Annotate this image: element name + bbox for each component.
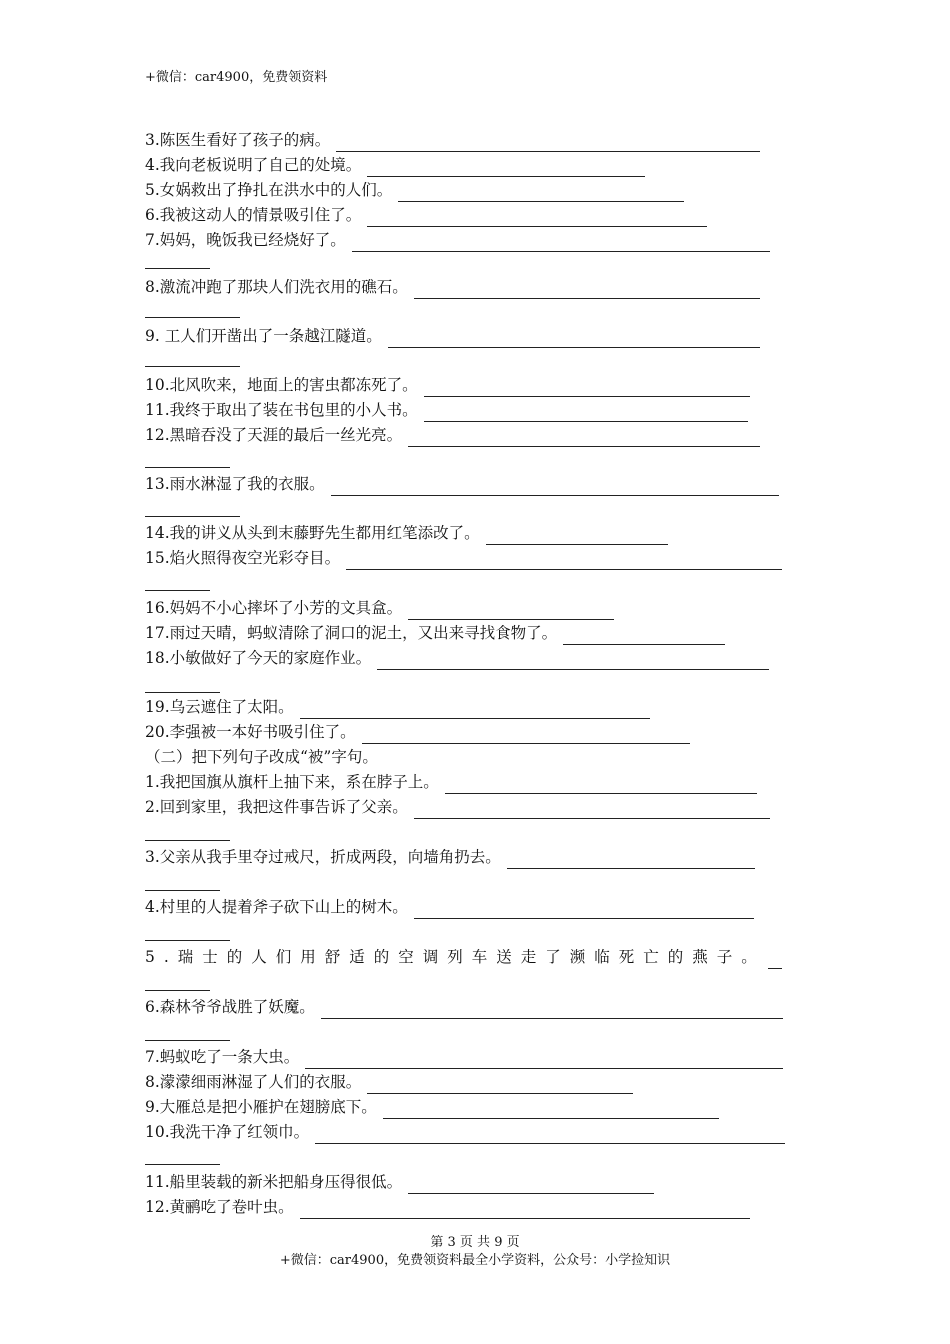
answer-blank[interactable] <box>331 476 779 496</box>
answer-blank-continued[interactable] <box>145 268 210 270</box>
answer-blank[interactable] <box>367 1074 633 1094</box>
answer-blank[interactable] <box>367 157 645 177</box>
exercise-line: 3.陈医生看好了孩子的病。 <box>145 128 807 152</box>
answer-blank[interactable] <box>367 207 707 227</box>
answer-blank[interactable] <box>414 279 760 299</box>
exercise-line: 9.大雁总是把小雁护在翅膀底下。 <box>145 1095 807 1119</box>
answer-blank-continued[interactable] <box>145 366 240 368</box>
answer-blank-continued[interactable] <box>145 1040 230 1042</box>
exercise-line: 9. 工人们开凿出了一条越江隧道。 <box>145 324 807 348</box>
exercise-line: 19.乌云遮住了太阳。 <box>145 695 807 719</box>
answer-blank[interactable] <box>445 774 757 794</box>
answer-blank-continued[interactable] <box>145 940 230 942</box>
exercise-line: 16.妈妈不小心摔坏了小芳的文具盒。 <box>145 596 807 620</box>
answer-blank-continued[interactable] <box>145 467 230 469</box>
exercise-line: 18.小敏做好了今天的家庭作业。 <box>145 646 807 670</box>
answer-blank-continued[interactable] <box>145 317 240 319</box>
exercise-line: 2.回到家里，我把这件事告诉了父亲。 <box>145 795 807 819</box>
exercise-line: 7.妈妈，晚饭我已经烧好了。 <box>145 228 807 252</box>
exercise-line: 10.北风吹来，地面上的害虫都冻死了。 <box>145 373 807 397</box>
exercise-line: 4.我向老板说明了自己的处境。 <box>145 153 807 177</box>
answer-blank[interactable] <box>408 427 760 447</box>
answer-blank[interactable] <box>315 1124 785 1144</box>
answer-blank[interactable] <box>300 699 650 719</box>
answer-blank-continued[interactable] <box>145 890 220 892</box>
exercise-line: 12.黑暗吞没了天涯的最后一丝光亮。 <box>145 423 807 447</box>
exercise-line: 10.我洗干净了红领巾。 <box>145 1120 807 1144</box>
exercise-line: 20.李强被一本好书吸引住了。 <box>145 720 807 744</box>
answer-blank-continued[interactable] <box>145 990 210 992</box>
exercise-line: 14.我的讲义从头到末藤野先生都用红笔添改了。 <box>145 521 807 545</box>
exercise-line: 17.雨过天晴，蚂蚁清除了洞口的泥土，又出来寻找食物了。 <box>145 621 807 645</box>
exercise-line: 11.我终于取出了装在书包里的小人书。 <box>145 398 807 422</box>
answer-blank[interactable] <box>383 1099 719 1119</box>
exercise-line: 6.森林爷爷战胜了妖魔。 <box>145 995 807 1019</box>
footer-note: +微信：car4900，免费领资料最全小学资料，公众号：小学捡知识 <box>279 1253 671 1268</box>
answer-blank[interactable] <box>300 1199 750 1219</box>
exercise-line: 15.焰火照得夜空光彩夺目。 <box>145 546 807 570</box>
answer-blank[interactable] <box>377 650 769 670</box>
exercise-line: 12.黄鹂吃了卷叶虫。 <box>145 1195 807 1219</box>
answer-blank[interactable] <box>486 525 668 545</box>
exercise-line: 6.我被这动人的情景吸引住了。 <box>145 203 807 227</box>
answer-blank[interactable] <box>408 1174 654 1194</box>
exercise-line: 8.激流冲跑了那块人们洗衣用的礁石。 <box>145 275 807 299</box>
answer-blank[interactable] <box>398 182 684 202</box>
exercise-line: 13.雨水淋湿了我的衣服。 <box>145 472 807 496</box>
exercise-line: 3.父亲从我手里夺过戒尺，折成两段，向墙角扔去。 <box>145 845 807 869</box>
page-number: 第 3 页 共 9 页 <box>430 1235 520 1250</box>
answer-blank[interactable] <box>336 132 760 152</box>
answer-blank-continued[interactable] <box>145 516 240 518</box>
answer-blank[interactable] <box>507 849 755 869</box>
answer-blank-continued[interactable] <box>145 590 210 592</box>
answer-blank[interactable] <box>408 600 614 620</box>
answer-blank[interactable] <box>414 899 754 919</box>
answer-blank[interactable] <box>305 1049 783 1069</box>
answer-blank[interactable] <box>321 999 783 1019</box>
answer-blank-continued[interactable] <box>145 692 220 694</box>
answer-blank[interactable] <box>362 724 690 744</box>
answer-blank[interactable] <box>424 402 748 422</box>
answer-blank[interactable] <box>768 949 782 969</box>
exercise-line: 5.女娲救出了挣扎在洪水中的人们。 <box>145 178 807 202</box>
answer-blank[interactable] <box>388 328 760 348</box>
answer-blank[interactable] <box>414 799 770 819</box>
exercise-line: 5.瑞士的人们用舒适的空调列车送走了濒临死亡的燕子。 <box>145 945 815 969</box>
header-note: +微信：car4900，免费领资料 <box>145 70 328 85</box>
answer-blank[interactable] <box>563 625 725 645</box>
exercise-line: 8.濛濛细雨淋湿了人们的衣服。 <box>145 1070 807 1094</box>
answer-blank-continued[interactable] <box>145 840 230 842</box>
exercise-line: 4.村里的人提着斧子砍下山上的树木。 <box>145 895 807 919</box>
answer-blank-continued[interactable] <box>145 1164 220 1166</box>
exercise-line: 11.船里装载的新米把船身压得很低。 <box>145 1170 807 1194</box>
section-title: （二）把下列句子改成“被”字句。 <box>145 748 378 766</box>
answer-blank[interactable] <box>352 232 770 252</box>
answer-blank[interactable] <box>424 377 750 397</box>
answer-blank[interactable] <box>346 550 782 570</box>
exercise-line: 7.蚂蚁吃了一条大虫。 <box>145 1045 807 1069</box>
exercise-line: 1.我把国旗从旗杆上抽下来，系在脖子上。 <box>145 770 807 794</box>
